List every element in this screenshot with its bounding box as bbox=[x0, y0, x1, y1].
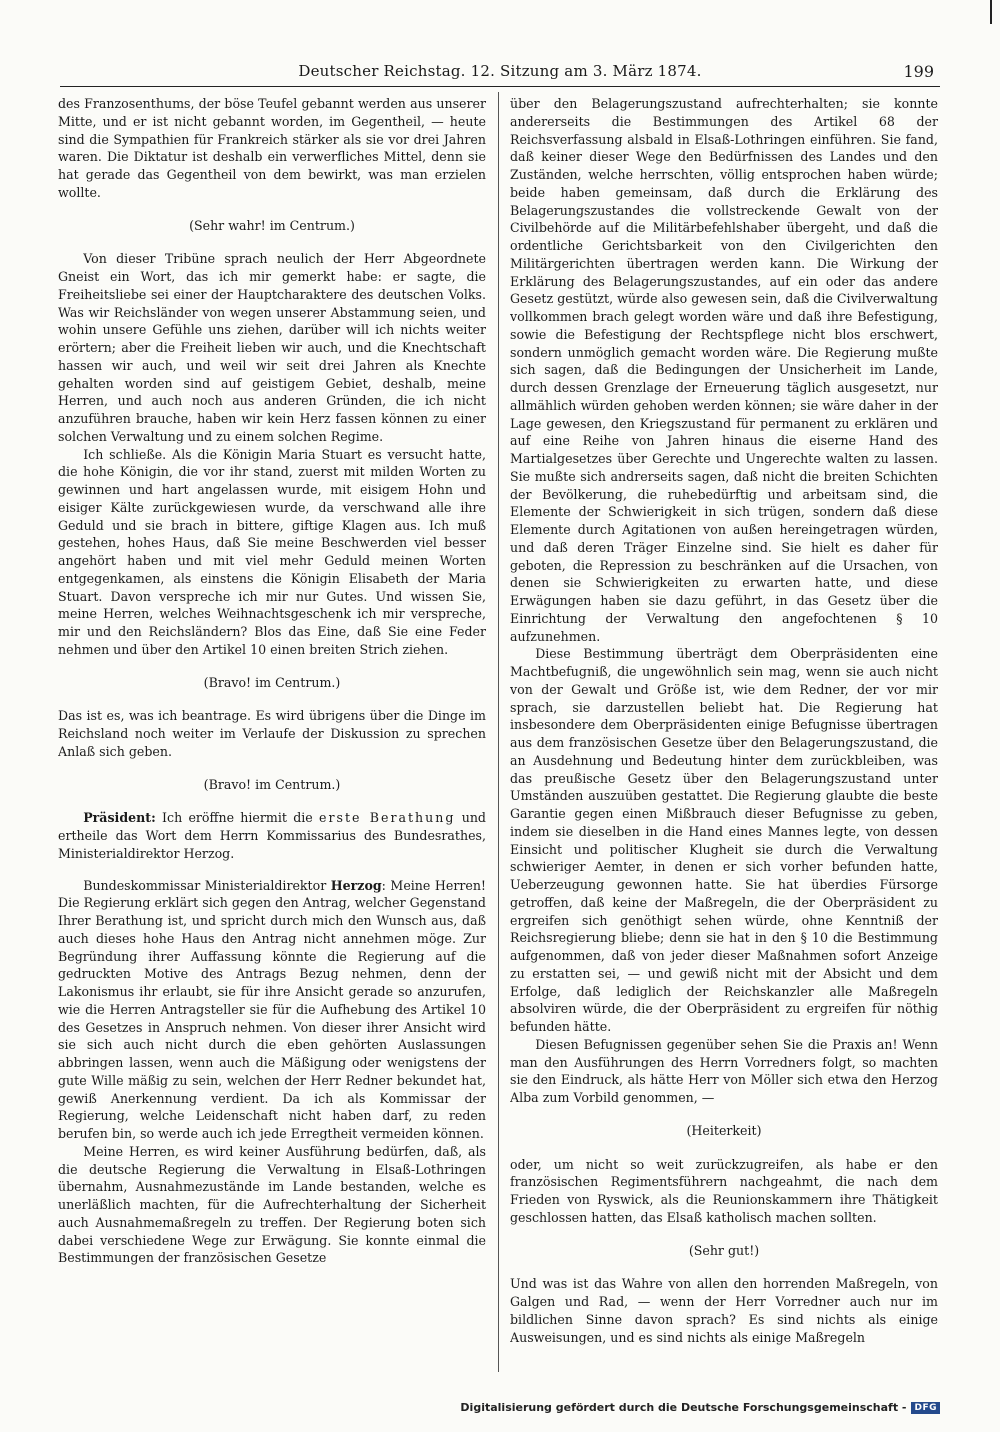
paragraph: oder, um nicht so weit zurückzugreifen, als habe er den französischen Regimentsführern nachgeahmt, die nach dem Frieden von Ryswick, als die Reunionskammern ihre Thätigkeit geschlossen hatten, das Elsaß katholisch machen sollten. bbox=[510, 1156, 938, 1225]
interjection: (Heiterkeit) bbox=[686, 1122, 762, 1138]
speaker-title: Bundeskommissar Ministerialdirektor bbox=[83, 877, 331, 893]
digitization-credit bbox=[460, 1401, 940, 1414]
interjection: (Bravo! im Centrum.) bbox=[203, 776, 341, 792]
credit-text: Digitalisierung gefördert durch die Deutsche Forschungsgemeinschaft - bbox=[460, 1401, 907, 1414]
emphasis-text: erste Berathung bbox=[319, 810, 456, 826]
speech-text: : Meine Herren! Die Regierung erklärt sich gegen den Antrag, welcher Gegenstand Ihrer Berathung ist, und spricht durch mich den Wunsch aus, daß auch dieses hohe Haus den Antrag nicht annehmen möge. Zur Begründung ihrer Auffassung könnte die Regierung auf die gedruckten Motive des Antrags Bezug nehmen, denn der Lakonismus ihr erlaubt, sie für ihre Ansicht gerade so anzurufen, wie die Herren Antragsteller sie für die Aufhebung des Artikel 10 des Gesetzes in Anspruch nehmen. Von dieser ihrer Ansicht wird sie sich auch nicht durch die eben gehörten Auslassungen abbringen lassen, wenn auch die Mäßigung oder wenigstens der gute Wille mäßig zu sein, welchen der Herr Redner bekundet hat, gewiß Anerkennung verdient. Da ich als Kommissar der Regierung, welche Leidenschaft nicht haben darf, zu reden berufen bin, so werde auch ich jede Erregtheit vermeiden können. bbox=[58, 877, 486, 1141]
left-column bbox=[58, 95, 486, 1375]
speech-text: Ich eröffne hiermit die bbox=[155, 810, 320, 826]
page-number: 199 bbox=[903, 62, 934, 81]
page-header bbox=[60, 60, 940, 87]
interjection: (Sehr wahr! im Centrum.) bbox=[189, 217, 355, 233]
column-divider bbox=[498, 92, 499, 1372]
paragraph: Meine Herren, es wird keiner Ausführung bedürfen, daß, als die deutsche Regierung die Verwaltung in Elsaß-Lothringen übernahm, Ausnahmezustände im Lande bestanden, welche es unerläßlich machten, für die Aufrechterhaltung der Sicherheit auch Ausnahmemaßregeln zu treffen. Der Regierung boten sich dabei verschiedene Wege zur Erwägung. Sie konnte einmal die Bestimmungen der französischen Gesetze bbox=[58, 1143, 486, 1266]
interjection: (Bravo! im Centrum.) bbox=[203, 674, 341, 690]
paragraph: Diesen Befugnissen gegenüber sehen Sie die Praxis an! Wenn man den Ausführungen des Herrn Vorredners folgt, so machten sie den Eindruck, als hätte Herr von Möller sich etwa den Herzog Alba zum Vorbild genommen, — bbox=[510, 1036, 938, 1105]
speech-herzog bbox=[58, 877, 486, 1143]
running-head: Deutscher Reichstag. 12. Sitzung am 3. März 1874. bbox=[298, 62, 702, 80]
right-column bbox=[510, 95, 938, 1375]
paragraph: Von dieser Tribüne sprach neulich der Herr Abgeordnete Gneist ein Wort, das ich mir gemerkt habe: er sagte, die Freiheitsliebe sei einer der Hauptcharaktere des deutschen Volks. Was wir Reichsländer von wegen unserer Abstammung seien, und wohin unsere Gefühle uns ziehen, darüber will ich nichts weiter erörtern; aber die Freiheit lieben wir auch, und die Knechtschaft hassen wir auch, und weil wir seit drei Jahren als Knechte gehalten worden sind auf geistigem Gebiet, deshalb, meine Herren, und auch noch aus anderen Gründen, die ich nicht anzuführen brauche, haben wir kein Herz fassen können zu einer solchen Verwaltung und zu einem solchen Regime. bbox=[58, 251, 486, 444]
paragraph: Das ist es, was ich beantrage. Es wird übrigens über die Dinge im Reichsland noch weiter im Verlaufe der Diskussion zu sprechen Anlaß sich geben. bbox=[58, 708, 486, 759]
paragraph: Und was ist das Wahre von allen den horrenden Maßregeln, von Galgen und Rad, — wenn der Herr Vorredner auch nur im bildlichen Sinne davon sprach? Es sind nichts als einige Ausweisungen, und es sind nichts als einige Maßregeln bbox=[510, 1276, 938, 1345]
speech-president bbox=[58, 809, 486, 862]
paragraph: über den Belagerungszustand aufrechterhalten; sie konnte andererseits die Bestimmungen des Artikel 68 der Reichsverfassung alsbald in Elsaß-Lothringen einführen. Sie fand, daß keiner dieser Wege den Bedürfnissen des Landes und den Zuständen, welche herrschten, völlig entsprochen haben würde; beide haben gemeinsam, daß durch die Erklärung des Belagerungszustandes die vollstreckende Gewalt von der Civilbehörde auf die Militärbefehlshaber übergeht, und daß die ordentliche Gerichtsbarkeit von den Civilgerichten den Militärgerichten übertragen werden kann. Die Wirkung der Erklärung des Belagerungszustandes, auf ein oder das andere Gesetz gestützt, würde also gewesen sein, daß die Civilverwaltung vollkommen brach gelegt worden wäre und daß ihre Befestigung, sowie die Befestigung der Rechtspflege nicht blos erschwert, sondern unmöglich gemacht worden wäre. Die Regierung mußte sich sagen, daß die Bedingungen der Unsicherheit im Lande, durch dessen Grenzlage der Erneuerung täglich ausgesetzt, nur allmählich würden gehoben werden können; sie wäre daher in der Lage gewesen, den Kriegszustand für permanent zu erklären und auf eine Reihe von Jahren hinaus die eiserne Hand des Martialgesetzes über Gerechte und Ungerechte walten zu lassen. Sie mußte sich andrerseits sagen, daß nicht die breiten Schichten der Bevölkerung, die ruhebedürftig und arbeitsam sind, die Elemente der Schwierigkeit in sich trügen, sondern daß diese Elemente durch Agitationen von außen hereingetragen würden, und daß deren Träger Einzelne sind. Sie hielt es daher für geboten, die Repression zu beschränken auf die Ursachen, von denen sie Schwierigkeiten zu erwarten hatte, und diese Erwägungen haben sie dazu geführt, in das Gesetz über die Einrichtung der Verwaltung den angefochtenen § 10 aufzunehmen. bbox=[510, 96, 938, 644]
interjection: (Sehr gut!) bbox=[688, 1242, 760, 1258]
dfg-logo-icon: DFG bbox=[911, 1402, 940, 1414]
speaker-name: Präsident: bbox=[83, 810, 156, 826]
scan-edge-line bbox=[990, 0, 992, 24]
speaker-name: Herzog bbox=[330, 877, 382, 893]
paragraph: des Franzosenthums, der böse Teufel gebannt werden aus unserer Mitte, und er ist nicht gebannt worden, im Gegentheil, — heute sind die Sympathien für Frankreich stärker als sie vor drei Jahren waren. Die Diktatur ist deshalb ein verwerfliches Mittel, denn sie hat gerade das Gegentheil von dem bewirkt, was man erzielen wollte. bbox=[58, 96, 486, 200]
speech-text: und ertheile das Wort dem Herrn Kommissarius des Bundesrathes, Ministerialdirektor Herzog. bbox=[58, 810, 486, 861]
paragraph: Ich schließe. Als die Königin Maria Stuart es versucht hatte, die hohe Königin, die vor ihr stand, zuerst mit milden Worten zu gewinnen und hart angelassen wurde, mit eisigem Hohn und eisiger Kälte zurückgewiesen wurde, da verschwand alle ihre Geduld und sie brach in bittere, giftige Klagen aus. Ich muß gestehen, hohes Haus, daß Sie meine Beschwerden viel besser angehört haben und mit viel mehr Geduld meinen Worten entgegenkamen, als einstens die Königin Elisabeth der Maria Stuart. Davon verspreche ich mir nur Gutes. Und wissen Sie, meine Herren, welches Weihnachtsgeschenk ich mir verspreche, mir und den Reichsländern? Blos das Eine, daß Sie eine Feder nehmen und über den Artikel 10 einen breiten Strich ziehen. bbox=[58, 446, 486, 657]
paragraph: Diese Bestimmung überträgt dem Oberpräsidenten eine Machtbefugniß, die ungewöhnlich sein mag, wenn sie auch nicht von der Gewalt und Größe ist, wie dem Redner, der vor mir sprach, sie darzustellen beliebt hat. Die Regierung hat insbesondere dem Oberpräsidenten einige Befugnisse übertragen aus dem französischen Gesetze über den Belagerungszustand, die an Ausdehnung und Bedeutung hinter dem zurückbleiben, was das preußische Gesetz über den Belagerungszustand unter Umständen auszuüben gestattet. Die Regierung glaubte die beste Garantie gegen einen Mißbrauch dieser Befugnisse zu geben, indem sie dieselben in die Hand eines Mannes legte, von dessen Einsicht und politischer Klugheit sie durch die Verwaltung schwieriger Aemter, in denen er sich vorher befunden hatte, Ueberzeugung gewonnen hatte. Sie hat überdies Fürsorge getroffen, daß keine der Maßregeln, die der Oberpräsident zu ergreifen sich genöthigt sehen würde, ohne Kenntniß der Reichsregierung bliebe; denn sie hat in den § 10 die Bestimmung aufgenommen, daß von jeder dieser Maßnahmen sofort Anzeige zu erstatten sei, — und gewiß nicht mit der Absicht und dem Erfolge, daß lediglich der Reichskanzler alle Maßregeln absolviren würde, die der Oberpräsident zu ergreifen für nöthig befunden hätte. bbox=[510, 646, 938, 1034]
